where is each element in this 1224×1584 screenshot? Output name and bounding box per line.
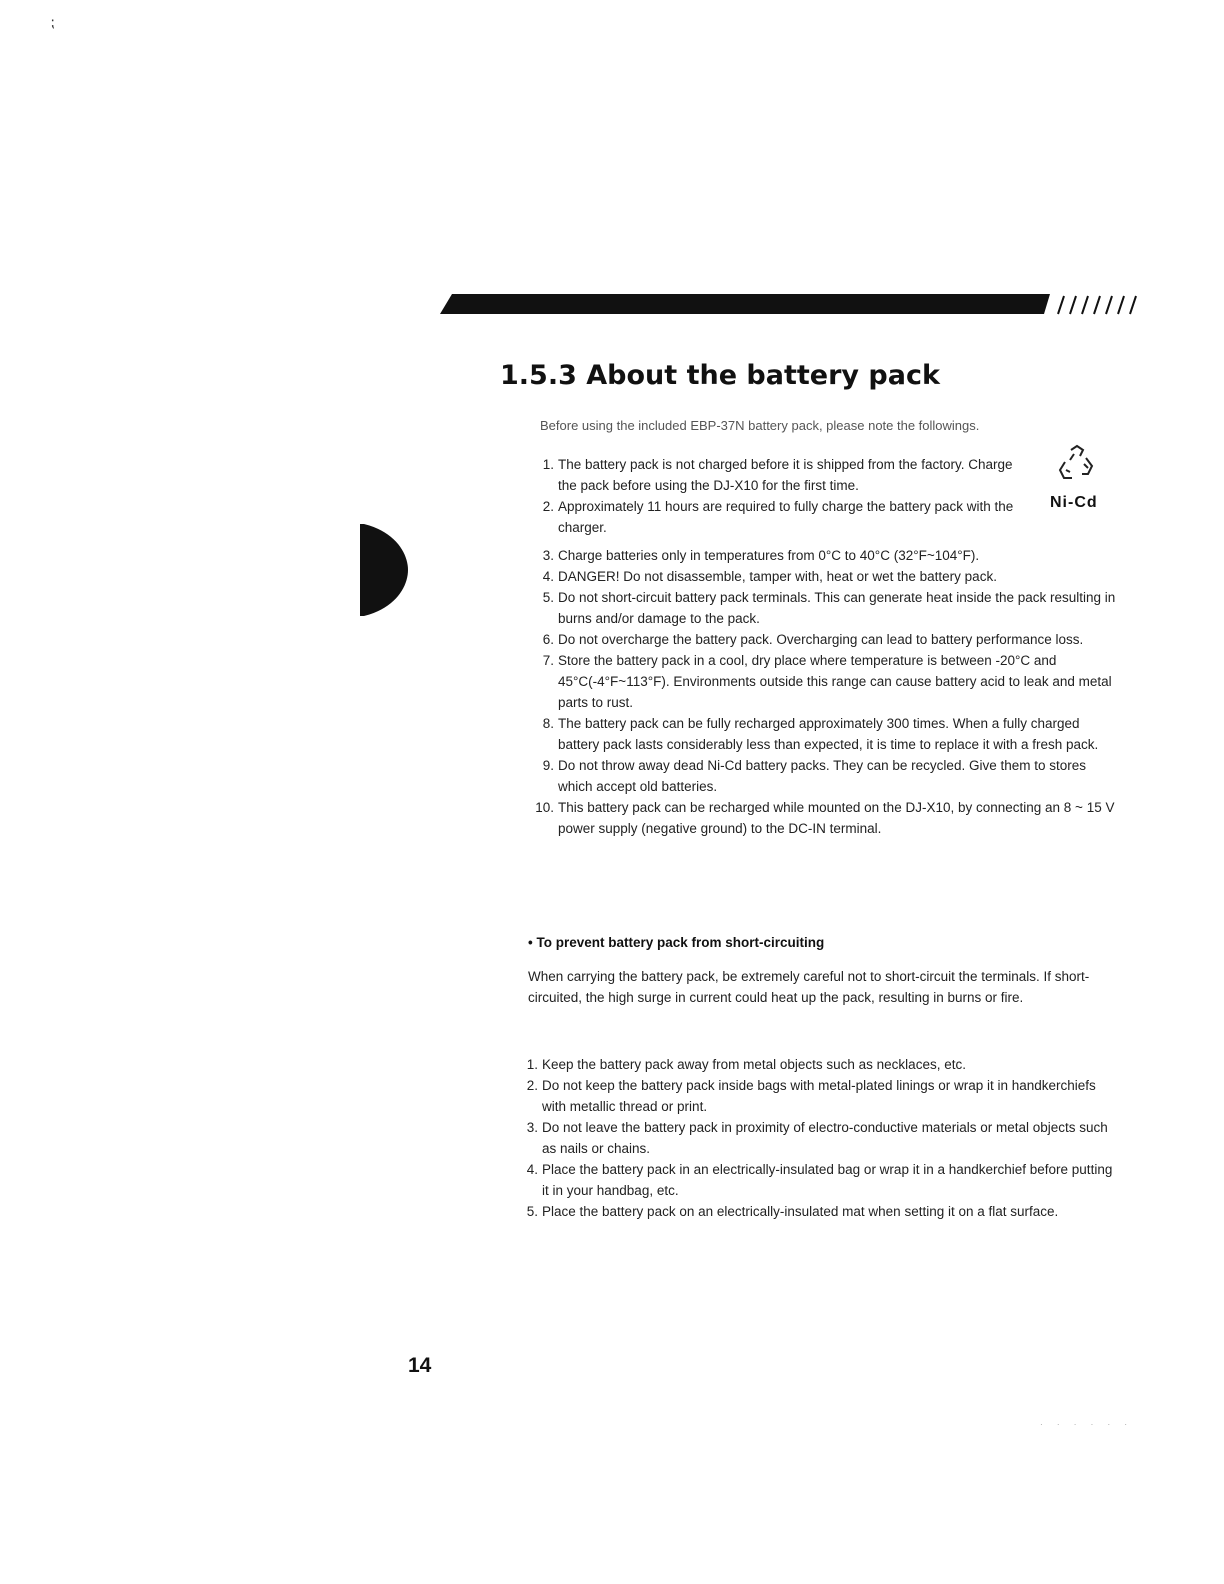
scan-specks: · · · · · · [1040,1420,1134,1429]
page-number: 14 [408,1354,432,1377]
list-item: 5. Place the battery pack on an electrically-insulated mat when setting it on a flat surface. [526,1204,1059,1219]
list-item: 5. Do not short-circuit battery pack terminals. This can generate heat inside the pack resulting in burns and/or damage to the pack. [542,590,1116,626]
list-item: 10. This battery pack can be recharged while mounted on the DJ-X10, by connecting an 8 ~ 15 V power supply (negative ground) to the DC-IN terminal. [535,800,1115,836]
warning-paragraph: When carrying the battery pack, be extremely careful not to short-circuit the terminals. If short-circuited, the high surge in current could heat up the pack, resulting in burns or fire. [528,969,1090,1005]
list-item: 2. Approximately 11 hours are required to fully charge the battery pack with the charger. [542,499,1014,535]
list-item: 1. The battery pack is not charged before it is shipped from the factory. Charge the pack before using the DJ-X10 for the first time. [542,457,1013,493]
list-item: 8. The battery pack can be fully recharged approximately 300 times. When a fully charged battery pack lasts considerably less than expected, it is time to replace it with a fresh pack. [542,716,1099,752]
list-item: 3. Charge batteries only in temperatures from 0°C to 40°C (32°F~104°F). [542,548,980,563]
side-tab-marker [360,524,408,616]
section-title: 1.5.3 About the battery pack [500,360,940,391]
header-bar [440,292,1140,318]
precautions-list [518,1054,1118,1222]
list-item: 4. Place the battery pack in an electrically-insulated bag or wrap it in a handkerchief before putting it in your handbag, etc. [526,1162,1113,1198]
list-item: 3. Do not leave the battery pack in proximity of electro-conductive materials or metal objects such as nails or chains. [526,1120,1108,1156]
list-item: 9. Do not throw away dead Ni-Cd battery packs. They can be recycled. Give them to stores which accept old batteries. [542,758,1086,794]
recycle-icon [1056,444,1098,486]
notes-list-top [534,454,1034,538]
list-item: 4. DANGER! Do not disassemble, tamper with, heat or wet the battery pack. [542,569,997,584]
scan-speck: ⁏ [50,14,55,30]
list-item: 7. Store the battery pack in a cool, dry place where temperature is between -20°C and 45°C(-4°F~113°F). Environments outside this range can cause battery acid to leak and metal parts to rust. [542,653,1112,710]
list-item: 6. Do not overcharge the battery pack. Overcharging can lead to battery performance loss. [542,632,1084,647]
notes-list [534,545,1124,839]
list-item: 1. Keep the battery pack away from metal objects such as necklaces, etc. [526,1057,966,1072]
nicd-badge [1050,444,1110,512]
nicd-label: Ni-Cd [1050,494,1098,511]
intro-text: Before using the included EBP-37N battery pack, please note the followings. [540,418,980,433]
list-item: 2. Do not keep the battery pack inside bags with metal-plated linings or wrap it in handkerchiefs with metallic thread or print. [526,1078,1096,1114]
subheading: • To prevent battery pack from short-circuiting [528,935,825,950]
